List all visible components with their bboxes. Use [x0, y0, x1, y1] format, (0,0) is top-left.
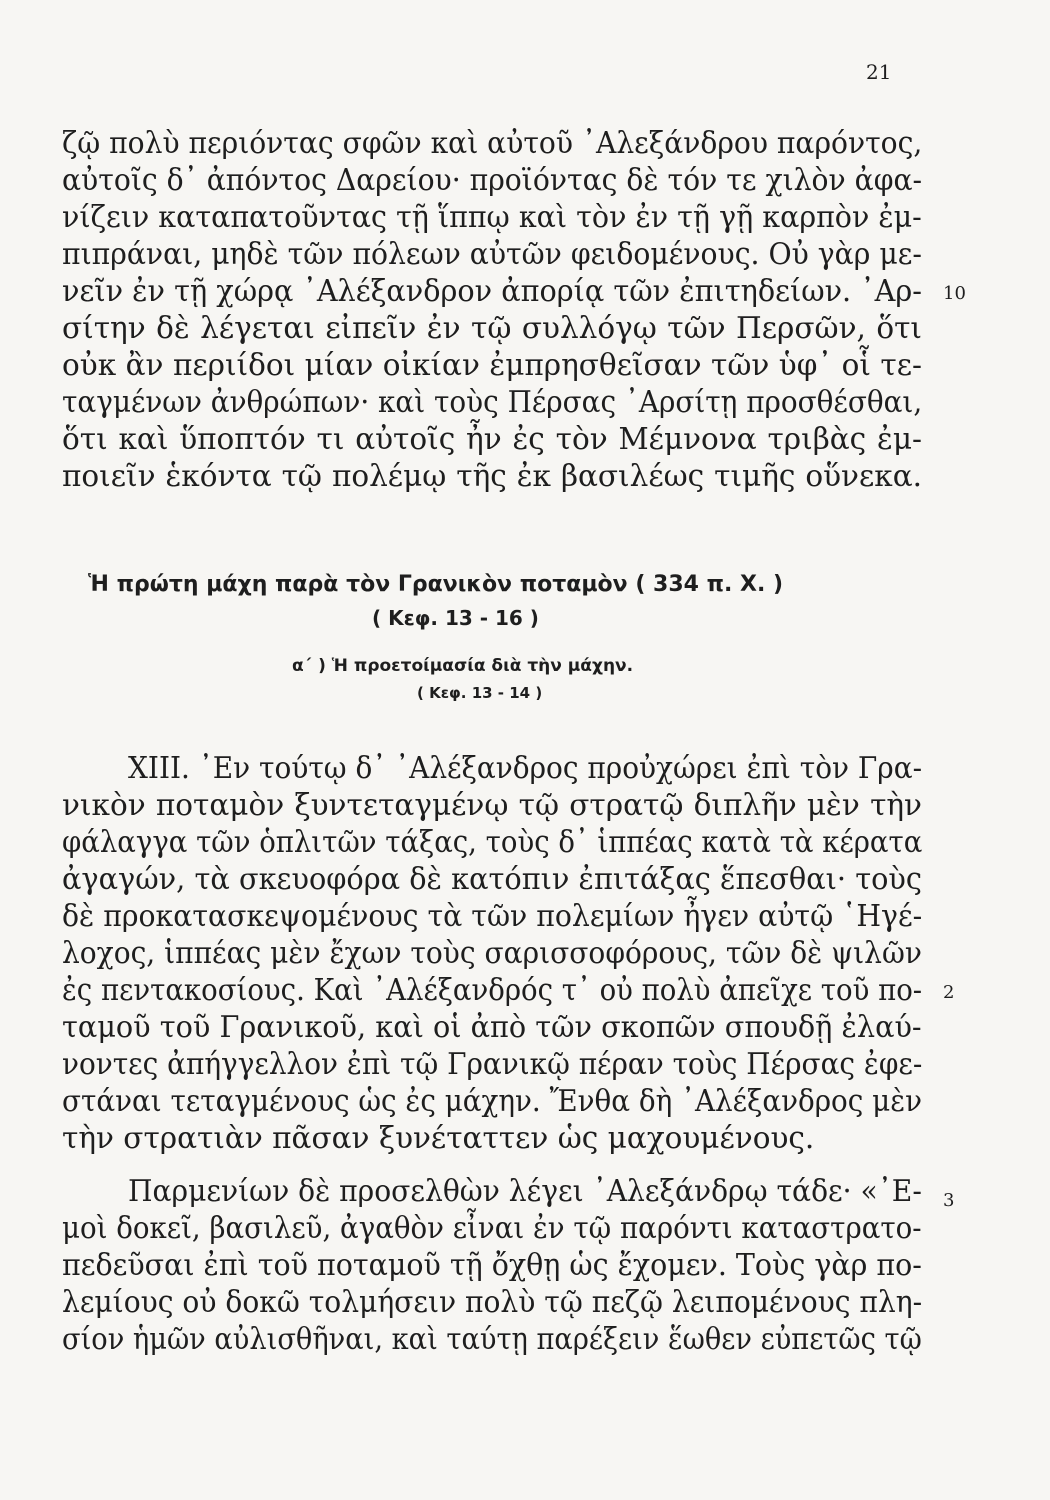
text-line: φάλαγγα τῶν ὁπλιτῶν τάξας, τοὺς δ᾿ ἱππέας κατὰ τὰ κέρατα — [62, 825, 923, 859]
text-line: μοὶ δοκεῖ, βασιλεῦ, ἀγαθὸν εἶναι ἐν τῷ παρόντι καταστρατο- — [62, 1211, 922, 1245]
text-line: ἀγαγών, τὰ σκευοφόρα δὲ κατόπιν ἐπιτάξας ἕπεσθαι· τοὺς — [62, 862, 923, 896]
text-line: τὴν στρατιὰν πᾶσαν ξυνέταττεν ὡς μαχουμένους. — [62, 1121, 815, 1155]
text-line: ὅτι καὶ ὕποπτόν τι αὐτοῖς ἦν ἐς τὸν Μέμνονα τριβὰς ἐμ- — [62, 422, 922, 456]
text-line: ταμοῦ τοῦ Γρανικοῦ, καὶ οἱ ἀπὸ τῶν σκοπῶν σπουδῇ ἐλαύ- — [62, 1010, 922, 1044]
text-line: πιπράναι, μηδὲ τῶν πόλεων αὐτῶν φειδομένους. Οὐ γὰρ με- — [62, 237, 922, 271]
text-line: λοχος, ἱππέας μὲν ἔχων τοὺς σαρισσοφόρους, τῶν δὲ ψιλῶν — [62, 936, 922, 970]
text-line: νοντες ἀπήγγελλον ἐπὶ τῷ Γρανικῷ πέραν τοὺς Πέρσας ἐφε- — [62, 1047, 923, 1081]
text-line: ταγμένων ἀνθρώπων· καὶ τοὺς Πέρσας ᾿Αρσίτῃ προσθέσθαι, — [62, 385, 923, 419]
text-line: νικὸν ποταμὸν ξυντεταγμένῳ τῷ στρατῷ διπλῆν μὲν τὴν — [62, 788, 922, 822]
subsection-heading: α´ ) Ἡ προετοίμασία διὰ τὴν μάχην. — [292, 656, 634, 676]
text-line: XIII. ᾿Εν τούτῳ δ᾿ ᾿Αλέξανδρος προὐχώρει ἐπὶ τὸν Γρα- — [128, 751, 923, 785]
section-heading: Ἡ πρώτη μάχη παρὰ τὸν Γρανικὸν ποταμὸν ( 334 π. Χ. ) — [88, 572, 784, 597]
margin-line-number: 3 — [943, 1190, 955, 1211]
margin-line-number: 10 — [943, 283, 966, 304]
text-line: δὲ προκατασκεψομένους τὰ τῶν πολεμίων ἦγεν αὐτῷ ῾Ηγέ- — [62, 899, 923, 933]
text-line: οὐκ ἂν περιίδοι μίαν οἰκίαν ἐμπρησθεῖσαν τῶν ὑφ᾿ οἷ τε- — [62, 348, 922, 382]
margin-line-number: 2 — [943, 982, 955, 1003]
text-line: σίον ἡμῶν αὐλισθῆναι, καὶ ταύτῃ παρέξειν ἕωθεν εὐπετῶς τῷ — [62, 1322, 922, 1356]
text-line: στάναι τεταγμένους ὡς ἐς μάχην. Ἔνθα δὴ ᾿Αλέξανδρος μὲν — [62, 1084, 923, 1118]
text-line: πεδεῦσαι ἐπὶ τοῦ ποταμοῦ τῇ ὄχθῃ ὡς ἔχομεν. Τοὺς γὰρ πο- — [62, 1248, 922, 1282]
text-line: ἐς πεντακοσίους. Καὶ ᾿Αλέξανδρός τ᾿ οὐ πολὺ ἀπεῖχε τοῦ πο- — [62, 973, 923, 1007]
text-line: λεμίους οὐ δοκῶ τολμήσειν πολὺ τῷ πεζῷ λειπομένους πλη- — [62, 1285, 923, 1319]
text-line: σίτην δὲ λέγεται εἰπεῖν ἐν τῷ συλλόγῳ τῶν Περσῶν, ὅτι — [62, 311, 922, 345]
section-heading-ref: ( Κεφ. 13 - 16 ) — [372, 606, 539, 630]
text-line: νίζειν καταπατοῦντας τῇ ἵππῳ καὶ τὸν ἐν τῇ γῇ καρπὸν ἐμ- — [62, 200, 922, 234]
page-number: 21 — [866, 60, 892, 84]
text-line: αὐτοῖς δ᾿ ἀπόντος Δαρείου· προϊόντας δὲ τόν τε χιλὸν ἀφα- — [62, 163, 923, 197]
text-line: ποιεῖν ἑκόντα τῷ πολέμῳ τῆς ἐκ βασιλέως τιμῆς οὕνεκα. — [62, 459, 922, 493]
subsection-heading-ref: ( Κεφ. 13 - 14 ) — [417, 684, 543, 702]
text-line: Παρμενίων δὲ προσελθὼν λέγει ᾿Αλεξάνδρῳ τάδε· «᾿Ε- — [128, 1174, 922, 1208]
text-line: ζῷ πολὺ περιόντας σφῶν καὶ αὐτοῦ ᾿Αλεξάνδρου παρόντος, — [62, 126, 923, 160]
text-line: νεῖν ἐν τῇ χώρᾳ ᾿Αλέξανδρον ἀπορίᾳ τῶν ἐπιτηδείων. ᾿Αρ- — [62, 274, 922, 308]
